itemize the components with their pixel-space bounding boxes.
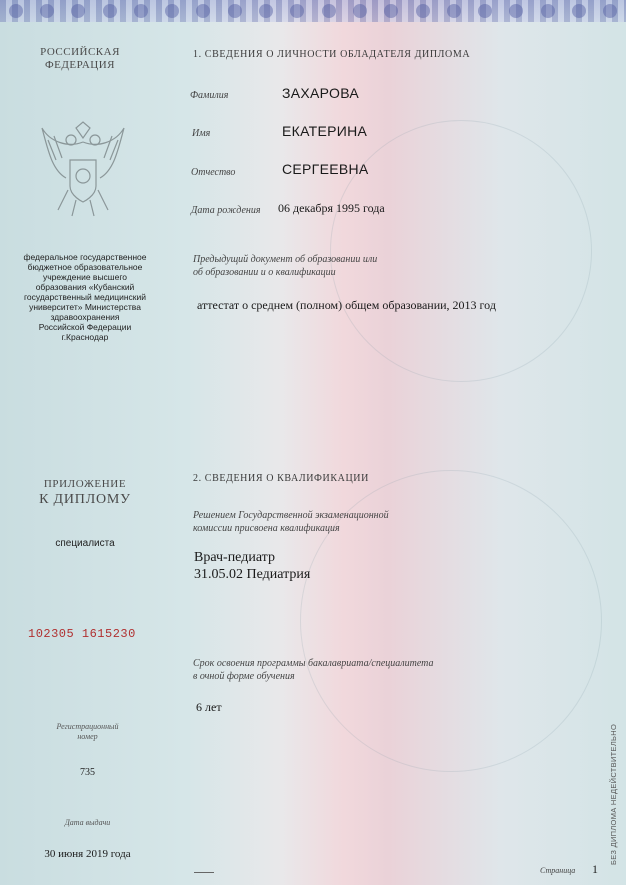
birth-date-value: 06 декабря 1995 года [278, 201, 385, 215]
diploma-series-number: 102305 1615230 [28, 627, 136, 641]
issue-date-label: Дата выдачи [64, 818, 111, 827]
registration-number: 735 [80, 767, 95, 778]
watermark-rosette [330, 120, 592, 382]
coat-of-arms-emblem [38, 120, 128, 220]
surname-label: Фамилия [190, 90, 229, 101]
page-label: Страница [540, 866, 576, 875]
vertical-validity-note: БЕЗ ДИПЛОМА НЕДЕЙСТВИТЕЛЬНО [609, 723, 618, 865]
study-term-label: Срок освоения программы бакалавриата/специалитета в очной форме обучения [193, 658, 434, 682]
qualification-decision-label: Решением Государственной экзаменационной комиссии присвоена квалификация [193, 510, 389, 534]
name-label: Имя [192, 128, 211, 139]
name-value: ЕКАТЕРИНА [282, 123, 368, 139]
surname-value: ЗАХАРОВА [282, 85, 360, 101]
study-term-value: 6 лет [196, 700, 222, 714]
country-title: РОССИЙСКАЯ ФЕДЕРАЦИЯ [40, 46, 120, 71]
previous-document-value: аттестат о среднем (полном) общем образовании, 2013 год [197, 298, 496, 312]
patronymic-label: Отчество [191, 167, 236, 178]
registration-label: Регистрационный номер [56, 722, 119, 741]
issue-date: 30 июня 2019 года [44, 848, 131, 860]
birth-date-label: Дата рождения [191, 205, 261, 216]
section2-heading: 2. СВЕДЕНИЯ О КВАЛИФИКАЦИИ [193, 473, 369, 484]
degree-level: специалиста [55, 538, 115, 549]
security-pattern-band [0, 0, 626, 22]
issuing-organization: федеральное государственное бюджетное образовательное учреждение высшего образования «Кубанский государственный медицинский университет» Министерства здравоохранения Российской Федерации г.Краснодар [23, 252, 147, 342]
patronymic-value: СЕРГЕЕВНА [282, 161, 369, 177]
previous-document-label: Предыдущий документ об образовании или об образовании и о квалификации [193, 254, 378, 278]
page-number: 1 [592, 862, 598, 876]
section1-heading: 1. СВЕДЕНИЯ О ЛИЧНОСТИ ОБЛАДАТЕЛЯ ДИПЛОМА [193, 49, 471, 60]
appendix-title: ПРИЛОЖЕНИЕ К ДИПЛОМУ [39, 478, 131, 507]
signature-dash [194, 872, 214, 873]
qualification-value: Врач-педиатр 31.05.02 Педиатрия [194, 550, 311, 582]
